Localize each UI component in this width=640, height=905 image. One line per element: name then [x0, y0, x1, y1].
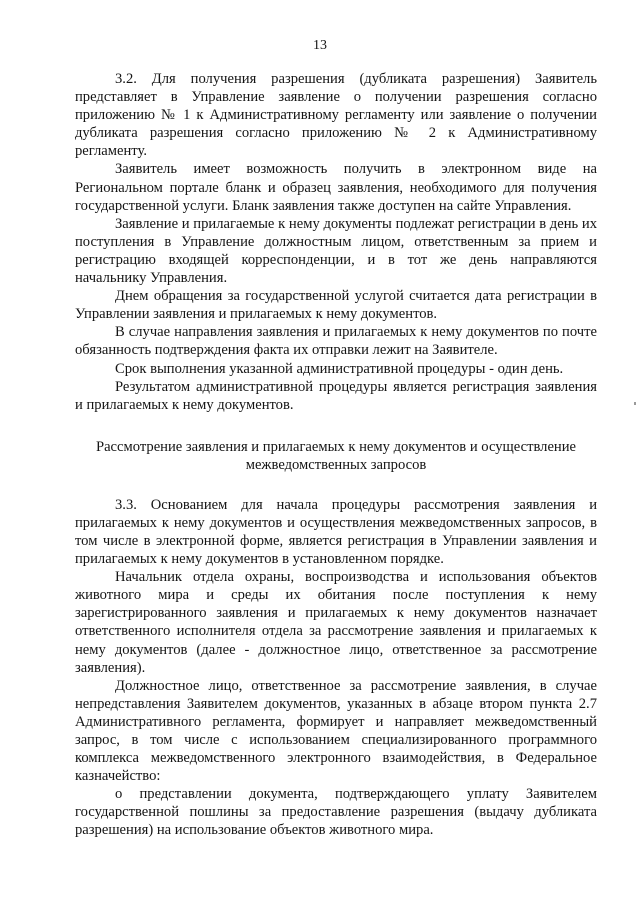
- section-heading-line-2: межведомственных запросов: [245, 456, 427, 473]
- paragraph-interagency-request: Должностное лицо, ответственное за рассмотрение заявления, в случае непредставления Заявителем документов, указанных в абзаце втором пункта 2.7 Административного регламента, формирует и направляет межведомственный запрос, в том числе с использованием специализированного программного комплекса межведомственного электронного взаимодействия, в Федеральное казначейство:: [75, 677, 597, 785]
- page-number: 13: [313, 38, 327, 53]
- paragraph-department-head: Начальник отдела охраны, воспроизводства и использования объектов животного мира и среды их обитания после поступления к нему зарегистрированного заявления и прилагаемых к нему документов назначает ответственного исполнителя отдела за рассмотрение заявления и прилагаемых к нему документов (далее - должностное лицо, ответственное за рассмотрение заявления).: [75, 569, 597, 676]
- paragraph-electronic-form: Заявитель имеет возможность получить в электронном виде на Региональном портале бланк и образец заявления, необходимого для получения государственной услуги. Бланк заявления также доступен на сайте Управления.: [75, 161, 597, 214]
- paragraph-date-of-request: Днем обращения за государственной услугой считается дата регистрации в Управлении заявления и прилагаемых к нему документов.: [75, 288, 597, 323]
- section-heading-line-1: Рассмотрение заявления и прилагаемых к нему документов и осуществление: [95, 438, 577, 455]
- paragraph-state-duty: о представлении документа, подтверждающего уплату Заявителем государственной пошлины за предоставление разрешения (выдачу дубликата разрешения) на использование объектов животного мира.: [75, 786, 597, 839]
- paragraph-3-3: 3.3. Основанием для начала процедуры рассмотрения заявления и прилагаемых к нему документов и осуществления межведомственных запросов, в том числе в электронной форме, является регистрация в Управлении заявления и прилагаемых к нему документов в установленном порядке.: [75, 496, 597, 568]
- paragraph-postal-submission: В случае направления заявления и прилагаемых к нему документов по почте обязанность подтверждения факта их отправки лежит на Заявителе.: [75, 324, 597, 359]
- scan-edge-mark: [634, 402, 636, 405]
- section-heading: [75, 438, 597, 474]
- document-body: [75, 70, 597, 840]
- paragraph-3-2: 3.2. Для получения разрешения (дубликата разрешения) Заявитель представляет в Управление заявление о получении разрешения согласно приложению № 1 к Административному регламенту или заявление о получении дубликата разрешения согласно приложению № 2 к Административному регламенту.: [75, 71, 597, 160]
- paragraph-procedure-result: Результатом административной процедуры является регистрация заявления и прилагаемых к нему документов.: [75, 378, 597, 413]
- paragraph-procedure-term: Срок выполнения указанной административной процедуры - один день.: [115, 360, 564, 377]
- paragraph-registration: Заявление и прилагаемые к нему документы подлежат регистрации в день их поступления в Управление должностным лицом, ответственным за прием и регистрацию входящей корреспонденции, и в тот же день направляются начальнику Управления.: [75, 215, 597, 287]
